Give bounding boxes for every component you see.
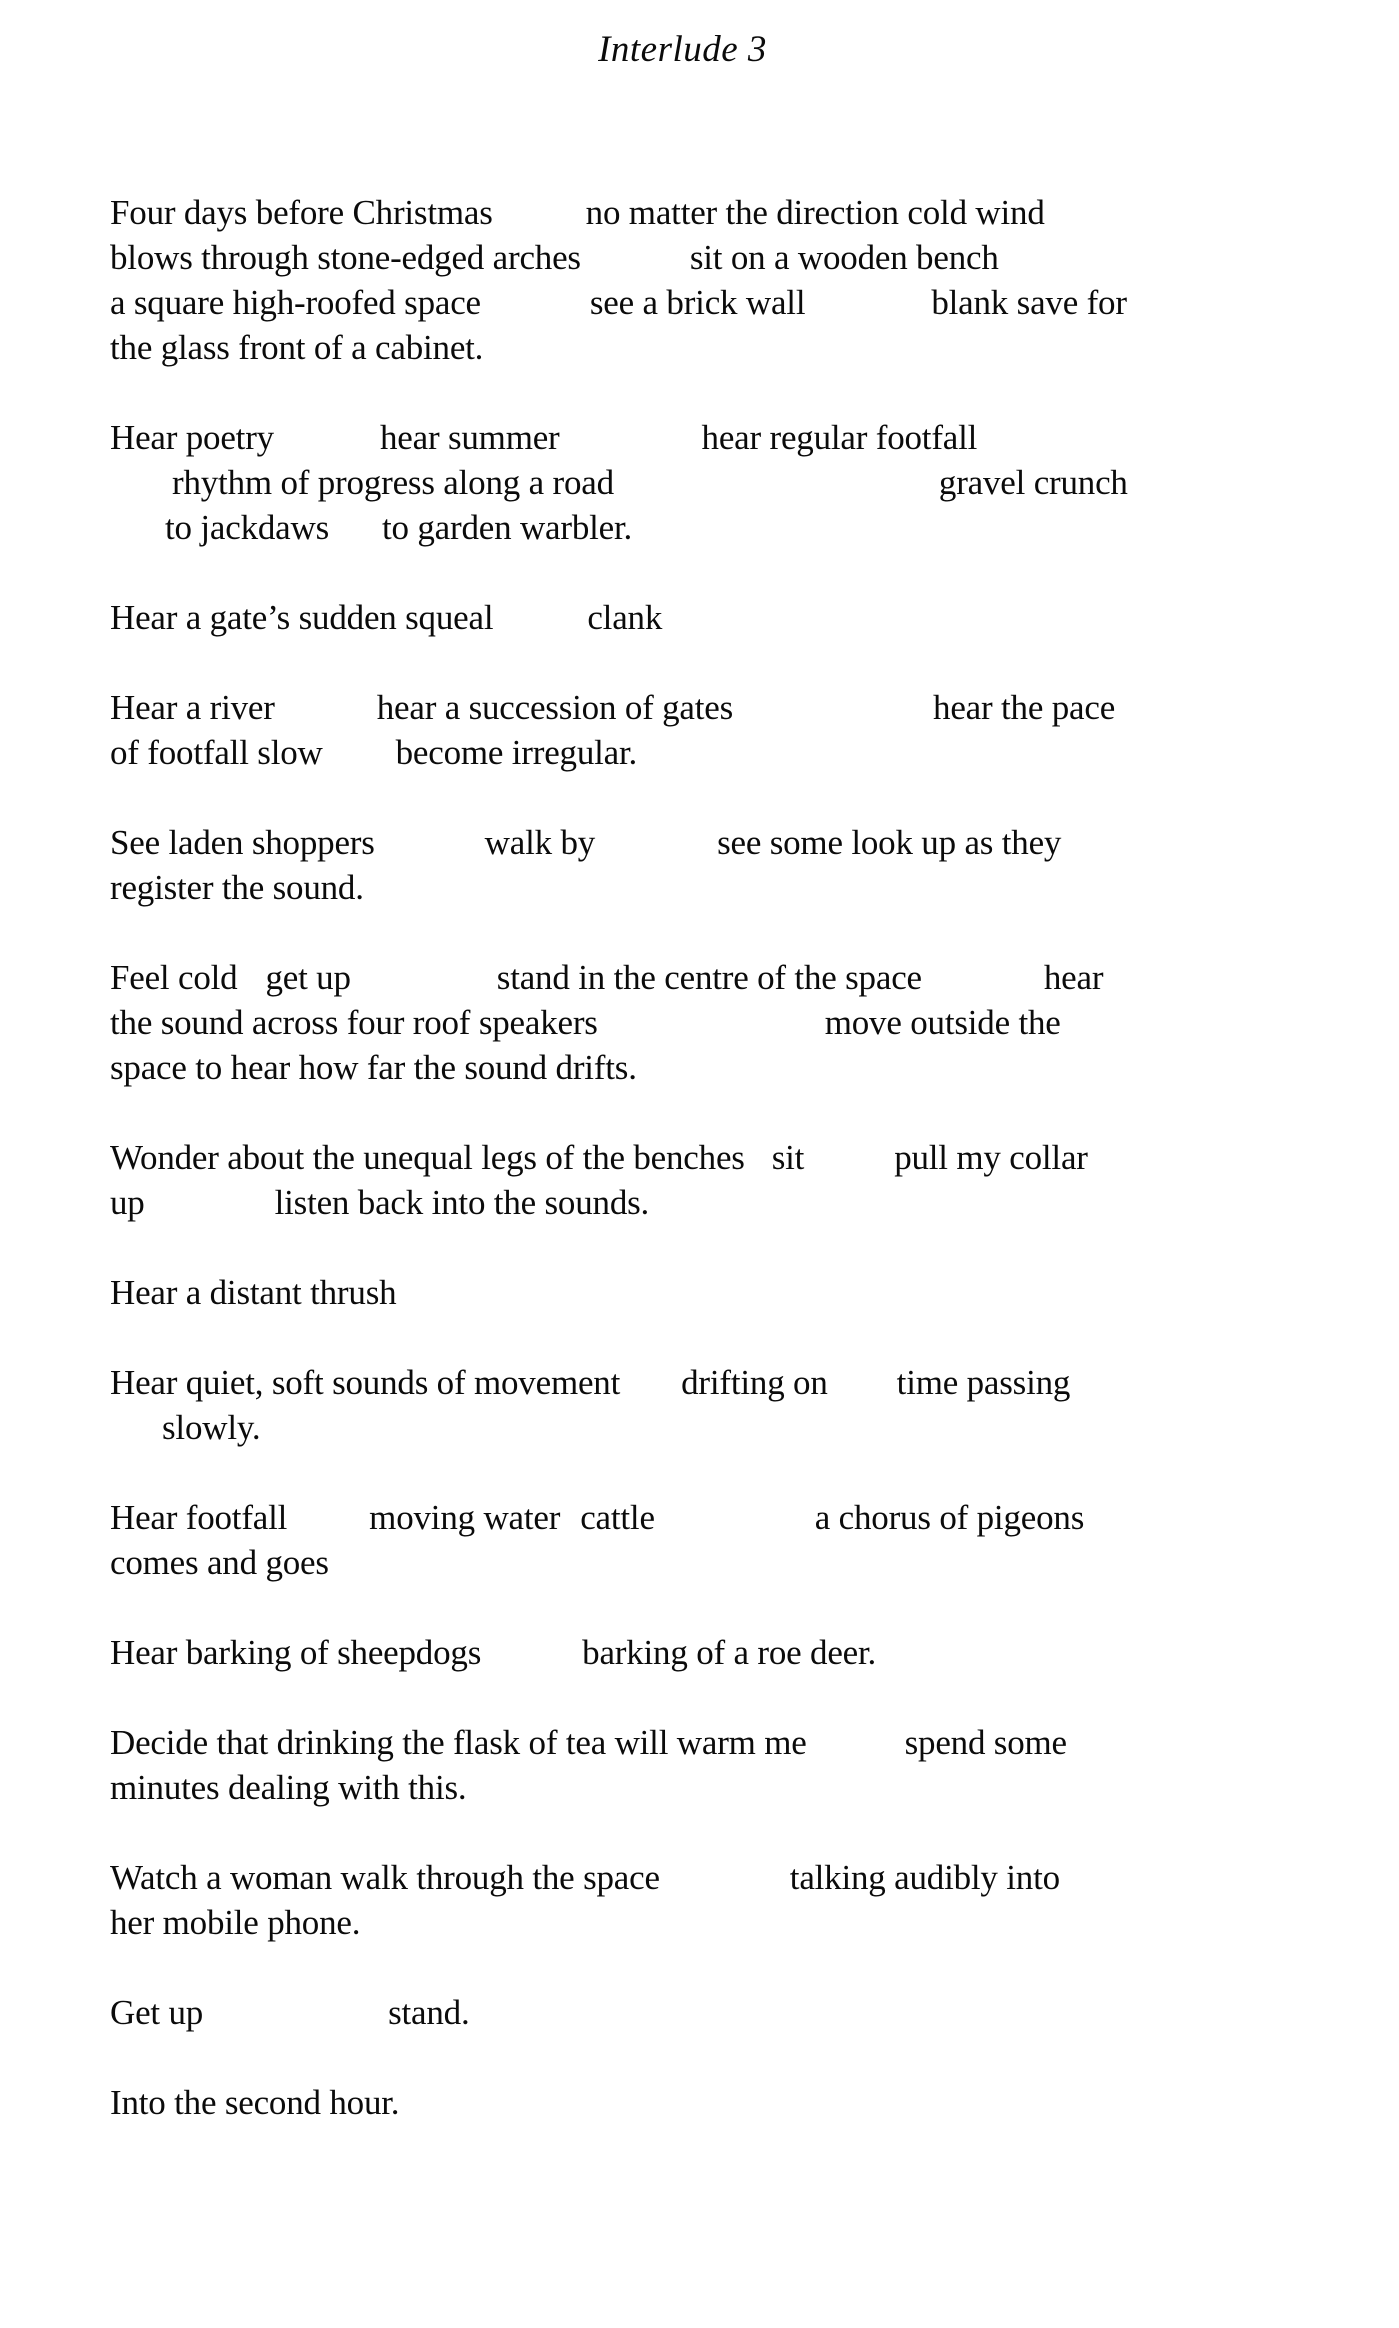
poem-line bbox=[110, 955, 1255, 1000]
poem-stanza bbox=[110, 1855, 1255, 1945]
poem-line bbox=[110, 235, 1255, 280]
poem-segment: to garden warbler. bbox=[382, 508, 633, 547]
poem-body bbox=[110, 190, 1255, 2125]
page-title: Interlude 3 bbox=[598, 29, 767, 70]
poem-line bbox=[110, 1855, 1255, 1900]
poem-line bbox=[110, 190, 1255, 235]
poem-line bbox=[110, 505, 1255, 550]
poem-stanza bbox=[110, 1990, 1255, 2035]
poem-segment: minutes dealing with this. bbox=[110, 1768, 467, 1807]
poem-stanza bbox=[110, 1270, 1255, 1315]
poem-segment: become irregular. bbox=[395, 733, 638, 772]
poem-stanza bbox=[110, 820, 1255, 910]
poem-segment: Get up bbox=[110, 1993, 204, 2032]
poem-segment: register the sound. bbox=[110, 868, 364, 907]
poem-segment: up bbox=[110, 1183, 145, 1222]
poem-segment: Hear quiet, soft sounds of movement bbox=[110, 1363, 621, 1402]
poem-line bbox=[110, 1765, 1255, 1810]
poem-segment: of footfall slow bbox=[110, 733, 323, 772]
poem-line bbox=[110, 325, 1255, 370]
poem-line bbox=[110, 1045, 1255, 1090]
poem-line bbox=[110, 1180, 1255, 1225]
poem-segment: talking audibly into bbox=[789, 1858, 1060, 1897]
poem-line bbox=[110, 415, 1255, 460]
poem-segment: hear a succession of gates bbox=[376, 688, 734, 727]
poem-line bbox=[110, 1900, 1255, 1945]
poem-segment: sit bbox=[771, 1138, 805, 1177]
poem-segment: sit on a wooden bench bbox=[689, 238, 999, 277]
poem-segment: Into the second hour. bbox=[110, 2083, 400, 2122]
poem-line bbox=[110, 595, 1255, 640]
poem-stanza bbox=[110, 1135, 1255, 1225]
poem-segment: Hear poetry bbox=[110, 418, 274, 457]
poem-segment: her mobile phone. bbox=[110, 1903, 361, 1942]
poem-line bbox=[110, 865, 1255, 910]
poem-segment: clank bbox=[587, 598, 663, 637]
poem-segment: Four days before Christmas bbox=[110, 193, 493, 232]
poem-segment: blank save for bbox=[931, 283, 1127, 322]
poem-segment: the glass front of a cabinet. bbox=[110, 328, 484, 367]
poem-segment: hear regular footfall bbox=[701, 418, 978, 457]
poem-segment: Wonder about the unequal legs of the benches bbox=[110, 1138, 745, 1177]
poem-segment: Hear footfall bbox=[110, 1498, 288, 1537]
poem-segment: Feel cold bbox=[110, 958, 238, 997]
poem-stanza bbox=[110, 2080, 1255, 2125]
poem-line bbox=[110, 1990, 1255, 2035]
poem-stanza bbox=[110, 1495, 1255, 1585]
poem-line bbox=[110, 460, 1255, 505]
poem-segment: get up bbox=[265, 958, 351, 997]
poem-line bbox=[110, 1270, 1255, 1315]
poem-segment: hear bbox=[1043, 958, 1104, 997]
poem-segment: moving water bbox=[369, 1498, 561, 1537]
poem-segment: move outside the bbox=[824, 1003, 1061, 1042]
poem-segment: rhythm of progress along a road bbox=[172, 463, 614, 502]
poem-segment: listen back into the sounds. bbox=[274, 1183, 650, 1222]
poem-segment: See laden shoppers bbox=[110, 823, 375, 862]
poem-segment: to jackdaws bbox=[165, 508, 329, 547]
poem-stanza bbox=[110, 415, 1255, 550]
poem-stanza bbox=[110, 955, 1255, 1090]
poem-segment: no matter the direction cold wind bbox=[585, 193, 1045, 232]
poem-segment: slowly. bbox=[162, 1408, 261, 1447]
poem-line bbox=[110, 1720, 1255, 1765]
poem-line bbox=[110, 280, 1255, 325]
poem-segment: Hear a river bbox=[110, 688, 275, 727]
poem-segment: Hear a gate’s sudden squeal bbox=[110, 598, 494, 637]
poem-segment: Hear a distant thrush bbox=[110, 1273, 397, 1312]
poem-segment: Decide that drinking the flask of tea will warm me bbox=[110, 1723, 807, 1762]
poem-segment: stand. bbox=[388, 1993, 470, 2032]
poem-segment: spend some bbox=[904, 1723, 1067, 1762]
poem-line bbox=[110, 730, 1255, 775]
poem-segment: comes and goes bbox=[110, 1543, 329, 1582]
poem-stanza bbox=[110, 595, 1255, 640]
poem-segment: Watch a woman walk through the space bbox=[110, 1858, 660, 1897]
poem-line bbox=[110, 1135, 1255, 1180]
poem-stanza bbox=[110, 685, 1255, 775]
poem-line bbox=[110, 1000, 1255, 1045]
poem-segment: barking of a roe deer. bbox=[582, 1633, 877, 1672]
page bbox=[0, 28, 1399, 2328]
poem-line bbox=[110, 1630, 1255, 1675]
poem-segment: the sound across four roof speakers bbox=[110, 1003, 598, 1042]
poem-segment: a square high-roofed space bbox=[110, 283, 481, 322]
poem-segment: hear summer bbox=[379, 418, 560, 457]
poem-segment: cattle bbox=[580, 1498, 655, 1537]
poem-line bbox=[110, 685, 1255, 730]
poem-segment: time passing bbox=[896, 1363, 1071, 1402]
poem-line bbox=[110, 1360, 1255, 1405]
poem-segment: space to hear how far the sound drifts. bbox=[110, 1048, 637, 1087]
poem-line bbox=[110, 820, 1255, 865]
poem-segment: drifting on bbox=[681, 1363, 828, 1402]
poem-segment: see a brick wall bbox=[589, 283, 806, 322]
poem-stanza bbox=[110, 190, 1255, 370]
poem-stanza bbox=[110, 1630, 1255, 1675]
poem-segment: gravel crunch bbox=[938, 463, 1128, 502]
poem-segment: stand in the centre of the space bbox=[496, 958, 922, 997]
poem-segment: a chorus of pigeons bbox=[814, 1498, 1085, 1537]
poem-line bbox=[110, 1540, 1255, 1585]
poem-line bbox=[110, 1495, 1255, 1540]
poem-segment: walk by bbox=[484, 823, 596, 862]
poem-line bbox=[110, 1405, 1255, 1450]
poem-stanza bbox=[110, 1720, 1255, 1810]
poem-segment: pull my collar bbox=[894, 1138, 1088, 1177]
poem-stanza bbox=[110, 1360, 1255, 1450]
poem-segment: see some look up as they bbox=[717, 823, 1062, 862]
poem-segment: Hear barking of sheepdogs bbox=[110, 1633, 482, 1672]
poem-line bbox=[110, 2080, 1255, 2125]
poem-segment: blows through stone-edged arches bbox=[110, 238, 581, 277]
poem-segment: hear the pace bbox=[933, 688, 1116, 727]
